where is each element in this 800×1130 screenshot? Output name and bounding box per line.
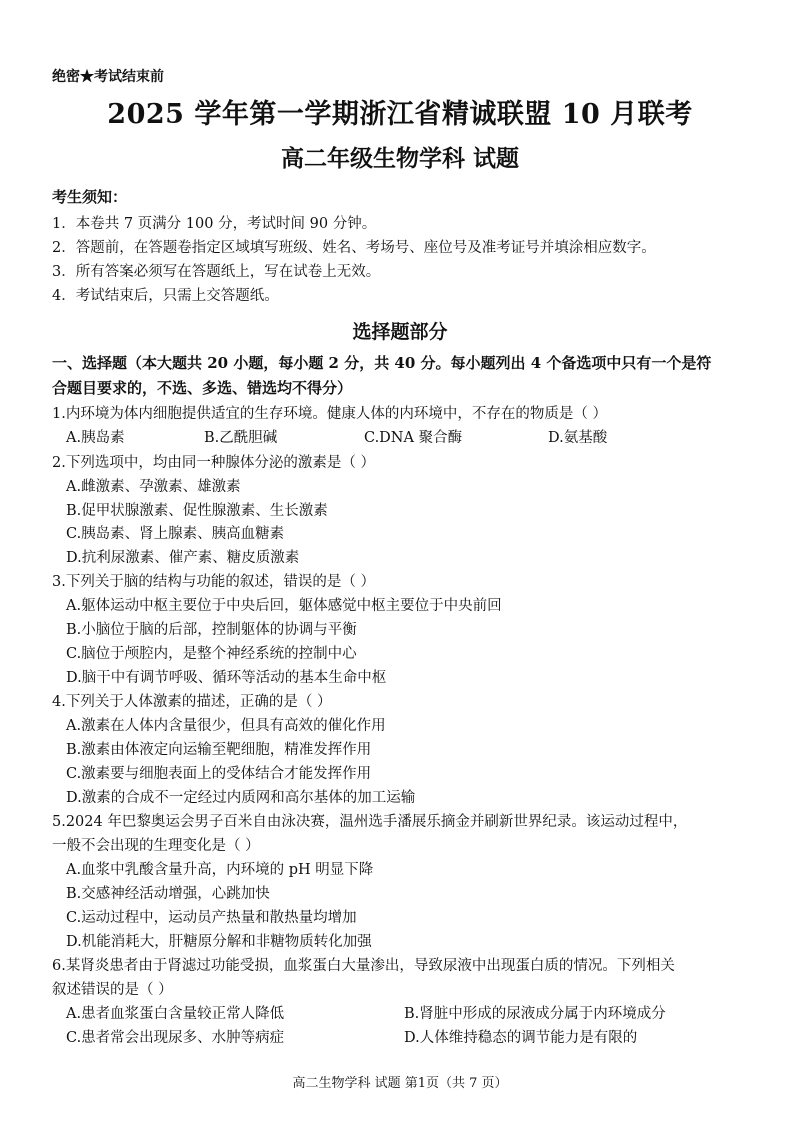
question-option: A.患者血浆蛋白含量较正常人降低 (66, 1006, 285, 1022)
question-option: B.肾脏中形成的尿液成分属于内环境成分 (404, 1006, 666, 1022)
question-option: A.激素在人体内含量很少，但具有高效的催化作用 (66, 718, 386, 734)
question-stem: 3.下列关于脑的结构与功能的叙述，错误的是（ ） (52, 574, 375, 590)
exam-title: 2025 学年第一学期浙江省精诚联盟 10 月联考 (107, 99, 693, 130)
question-option: D.脑干中有调节呼吸、循环等活动的基本生命中枢 (66, 670, 387, 686)
question-option: C.胰岛素、肾上腺素、胰高血糖素 (66, 526, 285, 542)
question-option: C.激素要与细胞表面上的受体结合才能发挥作用 (66, 766, 372, 782)
notice-item: 1．本卷共 7 页满分 100 分，考试时间 90 分钟。 (52, 216, 377, 232)
confidential-label: 绝密★考试结束前 (52, 69, 164, 85)
question-stem: 4.下列关于人体激素的描述，正确的是（ ） (52, 694, 332, 710)
question-stem: 1.内环境为体内细胞提供适宜的生存环境。健康人体的内环境中，不存在的物质是（ ） (52, 406, 607, 422)
page-footer: 高二生物学科 试题 第1页（共 7 页） (292, 1076, 508, 1091)
question-option: B.促甲状腺激素、促性腺激素、生长激素 (66, 503, 328, 519)
question-option: B.乙酰胆碱 (204, 430, 278, 446)
question-option: C.DNA 聚合酶 (364, 430, 463, 446)
question-stem: 一般不会出现的生理变化是（ ） (52, 838, 260, 854)
question-option: C.运动过程中，运动员产热量和散热量均增加 (66, 910, 357, 926)
question-option: A.胰岛素 (66, 430, 125, 446)
section-title: 选择题部分 (352, 321, 448, 343)
notice-item: 4．考试结束后，只需上交答题纸。 (52, 288, 279, 304)
question-option: C.脑位于颅腔内，是整个神经系统的控制中心 (66, 646, 357, 662)
question-option: D.激素的合成不一定经过内质网和高尔基体的加工运输 (66, 790, 416, 806)
notice-heading: 考生须知： (52, 188, 128, 206)
question-option: D.抗利尿激素、催产素、糖皮质激素 (66, 550, 300, 566)
question-option: A.躯体运动中枢主要位于中央后回，躯体感觉中枢主要位于中央前回 (66, 598, 502, 614)
exam-subtitle: 高二年级生物学科 试题 (280, 145, 519, 172)
question-option: D.人体维持稳态的调节能力是有限的 (404, 1030, 638, 1046)
notice-item: 3．所有答案必须写在答题纸上，写在试卷上无效。 (52, 264, 381, 280)
part-instructions: 一、选择题（本大题共 20 小题，每小题 2 分，共 40 分。每小题列出 4 个备选项中只有一个是符 (52, 354, 712, 372)
question-option: B.激素由体液定向运输至靶细胞，精准发挥作用 (66, 742, 372, 758)
question-option: D.机能消耗大，肝糖原分解和非糖物质转化加强 (66, 934, 372, 950)
question-option: A.血浆中乳酸含量升高，内环境的 pH 明显下降 (66, 862, 374, 878)
question-stem: 6.某肾炎患者由于肾滤过功能受损，血浆蛋白大量渗出，导致尿液中出现蛋白质的情况。下列相关 (52, 958, 675, 974)
question-option: A.雌激素、孕激素、雄激素 (66, 479, 241, 495)
question-stem: 2.下列选项中，均由同一种腺体分泌的激素是（ ） (52, 455, 375, 471)
question-option: B.小脑位于脑的后部，控制躯体的协调与平衡 (66, 622, 357, 638)
notice-item: 2．答题前，在答题卷指定区域填写班级、姓名、考场号、座位号及准考证号并填涂相应数字。 (52, 240, 656, 256)
question-option: D.氨基酸 (548, 430, 608, 446)
question-option: B.交感神经活动增强，心跳加快 (66, 886, 270, 902)
question-stem: 5.2024 年巴黎奥运会男子百米自由泳决赛，温州选手潘展乐摘金并刷新世界纪录。该运动过程中， (52, 814, 688, 830)
part-instructions: 合题目要求的，不选、多选、错选均不得分） (52, 379, 353, 397)
question-stem: 叙述错误的是（ ） (52, 982, 173, 998)
question-option: C.患者常会出现尿多、水肿等病症 (66, 1030, 285, 1046)
